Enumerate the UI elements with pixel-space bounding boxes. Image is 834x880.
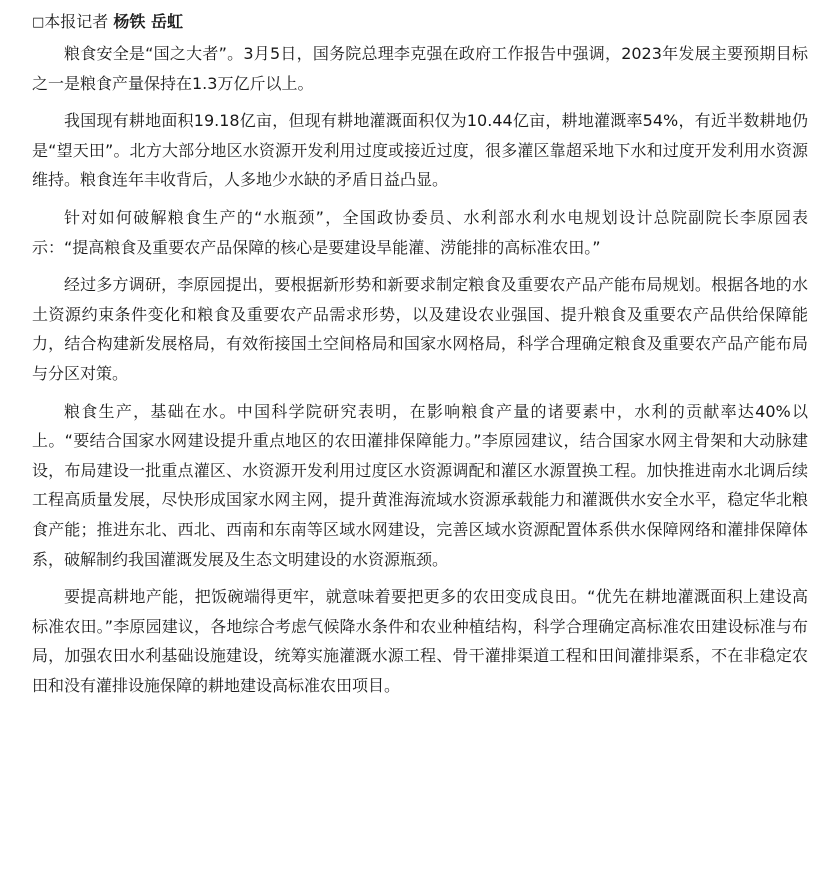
article-paragraph: 粮食安全是“国之大者”。3月5日，国务院总理李克强在政府工作报告中强调，2023年发展主要预期目标之一是粮食产量保持在1.3万亿斤以上。 — [32, 44, 808, 93]
article-paragraph: 要提高耕地产能，把饭碗端得更牢，就意味着要把更多的农田变成良田。“优先在耕地灌溉面积上建设高标准农田。”李原园建议，各地综合考虑气候降水条件和农业种植结构，科学合理确定高标准农田建设标准与布局，加强农田水利基础设施建设，统筹实施灌溉水源工程、骨干灌排渠道工程和田间灌排渠系，不在非稳定农田和没有灌排设施保障的耕地建设高标准农田项目。 — [32, 587, 808, 695]
article-paragraph: 针对如何破解粮食生产的“水瓶颈”，全国政协委员、水利部水利水电规划设计总院副院长李原园表示：“提高粮食及重要农产品保障的核心是要建设旱能灌、涝能排的高标准农田。” — [32, 207, 808, 257]
byline-prefix: 本报记者 — [44, 12, 114, 31]
article-paragraph: 我国现有耕地面积19.18亿亩，但现有耕地灌溉面积仅为10.44亿亩，耕地灌溉率54%，有近半数耕地仍是“望天田”。北方大部分地区水资源开发利用过度或接近过度，很多灌区靠超采地下水和过度开发利用水资源维持。粮食连年丰收背后，人多地少水缺的矛盾日益凸显。 — [32, 111, 808, 190]
article-paragraph: 经过多方调研，李原园提出，要根据新形势和新要求制定粮食及重要农产品产能布局规划。根据各地的水土资源约束条件变化和粮食及重要农产品需求形势，以及建设农业强国、提升粮食及重要农产品供给保障能力，结合构建新发展格局，有效衔接国土空间格局和国家水网格局，科学合理确定粮食及重要农产品产能布局与分区对策。 — [32, 275, 808, 383]
byline-authors: 杨铁 岳虹 — [113, 12, 183, 31]
square-bullet-icon: □ — [32, 15, 45, 30]
byline — [32, 8, 808, 37]
article-paragraph: 粮食生产，基础在水。中国科学院研究表明，在影响粮食产量的诸要素中，水利的贡献率达40%以上。“要结合国家水网建设提升重点地区的农田灌排保障能力。”李原园建议，结合国家水网主骨架和大动脉建设，布局建设一批重点灌区、水资源开发利用过度区水资源调配和灌区水源置换工程。加快推进南水北调后续工程高质量发展，尽快形成国家水网主网，提升黄淮海流域水资源承载能力和灌溉供水安全水平，稳定华北粮食产能；推进东北、西北、西南和东南等区域水网建设，完善区域水资源配置体系供水保障网络和灌排保障体系，破解制约我国灌溉发展及生态文明建设的水资源瓶颈。 — [32, 401, 808, 569]
article — [32, 8, 808, 708]
